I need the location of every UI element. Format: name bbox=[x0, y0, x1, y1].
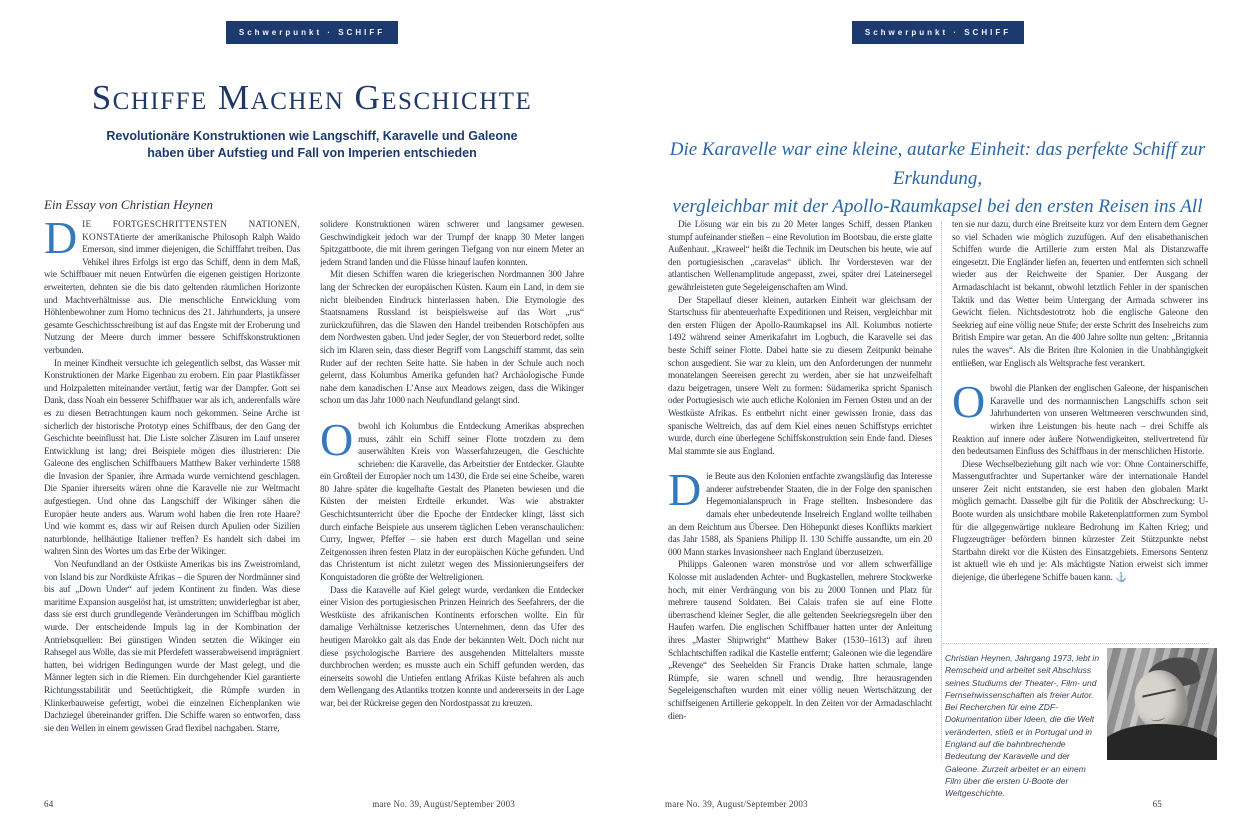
paragraph: Die Lösung war ein bis zu 20 Meter langes Schiff, dessen Planken stumpf aufeinander stießen – eine Revolution im Bootsbau, die erste glatte Außenhaut. „Kraweel“ heißt die Technik im Deutschen bis heute, wie auf den portugiesischen „caravelas“ üblich. Ihr Vordersteven war der atlantischen Wellenamplitude angepasst, zwei, später drei Lateinersegel gewährleisteten gute Segeleigenschaften am Wind. bbox=[668, 219, 932, 292]
subtitle-line-1: Revolutionäre Konstruktionen wie Langschiff, Karavelle und Galeone bbox=[106, 129, 518, 143]
paragraph: Dass die Karavelle auf Kiel gelegt wurde, verdanken die Entdecker einer Vision des portugiesischen Prinzen Heinrich des Seefahrers, der die Westküste des afrikanischen Kontinents erforschen wollte. Ein für damalige Verhältnisse ketzerisches Unternehmen, denn das Ufer des heutigen Marokko galt als das Ende der bekannten Welt. Doch nicht nur diese psychologische Barriere des ausgehenden Mittelalters musste durchbrochen werden; es musste auch ein Schiff gefunden werden, das einerseits sowohl die Untiefen entlang Afrikas Küste befahren als auch dem Wellengang des Atlantiks trotzen konnte und andererseits in der Lage war, bei der Rückreise gegen den Nordostpassat zu kreuzen. bbox=[320, 584, 584, 708]
paragraph-text: tierte der amerikanische Philosoph Ralph Waldo Emerson, sind immer diejenigen, die Schifffahrt treiben. Das Vehikel ihres Erfolgs ist ergo das Schiff, denn in dem Maß, wie Schiffbauer mit neuen Entwürfen die eigenen geistigen Horizonte erweiterten, dehnten sie die bis dato geltenden räumlichen Horizonte und Machtverhältnisse aus. Die menschliche Entwicklung vom Höhlenbewohner zum Homo technicus des 21. Jahrhunderts, ja unsere gesamte Geschichtsschreibung ist auf das Engste mit der Eroberung und Nutzung der Meere durch immer bessere Schiffskonstruktionen verbunden. bbox=[44, 231, 300, 355]
paragraph: Philipps Galeonen waren monströse und vor allem schwerfällige Kolosse mit ausladenden Achter- und Bugkastellen, mehrere Stockwerke hoch, mit einer Verdrängung von bis zu 2000 Tonnen und Platz für mehrere tausend Soldaten. Bei Calais trafen sie auf eine Flotte überraschend kleiner Segler, die alle geltenden Seekriegsregeln über den Haufen warfen. Die englischen Schiffbauer hatten unter der Anleitung ihres „Master Shipwright“ Matthew Baker (1530–1613) auf ihren Schlachtschiffen radikal die Kastelle entfernt; Galeonen wie die legendäre „Revenge“ des Seehelden Sir Francis Drake hatten schmale, lange Rümpfe, sie waren schnell und wendig. Ihre herausragenden Segeleigenschaften wurden mit einer völlig neuen Wertschätzung der schiffseigenen Artillerie gekoppelt. In den Zeiten vor der Armadaschlacht dien- bbox=[668, 559, 932, 721]
paragraph bbox=[44, 218, 300, 357]
paragraph: solidere Konstruktionen wären schwerer und langsamer gewesen. Geschwindigkeit jedoch war der Trumpf der knapp 30 Meter langen Spitzgattboote, die mit ihrem geringen Tiefgang von nur einem Meter an jedem Strand landen und die Flüsse hinauf laufen konnten. bbox=[320, 219, 584, 267]
paragraph: Von Neufundland an der Ostküste Amerikas bis ins Zweistromland, von Island bis zur Nordküste Afrikas – die Spuren der Nordmänner sind bis auf „Down Under“ auf jedem Kontinent zu finden. Was diese maritime Expansion ausgelöst hat, ist umstritten; unwiderlegbar ist aber, dass sie erst durch grundlegende Veränderungen im Schiffbau möglich wurde. Der entscheidende Impuls lag in der Kombination der Antriebsquellen: Bei günstigen Winden setzten die Wikinger ein Rahsegel aus Wolle, das sie mit Pferdefett wasserabweisend imprägniert hatten, bei widrigen Bedingungen wurde der Mast gelegt, und die Männer legten sich in die Riemen. Ein durchgehender Kiel garantierte Richtungsstabilität und Seetüchtigkeit, die Rümpfe wurden in Klinkerbauweise gefertigt, wobei die einzelnen Eichenplanken wie Dachziegel übereinander griffen. Die Schiffe waren so entworfen, dass sie den Wellen in einem gewissen Grad flexibel nachgaben. Starre, bbox=[44, 559, 300, 733]
bio-divider-dotted bbox=[943, 643, 1209, 644]
article-title: Schiffe Machen Geschichte bbox=[91, 78, 533, 117]
paragraph: ten sie nur dazu, durch eine Breitseite kurz vor dem Entern dem Gegner so viel Schaden wie möglich zuzufügen. Auf den elisabethanischen Schiffen wurde die Artillerie zum ersten Mal als Distanzwaffe eingesetzt. Die Engländer liefen an, feuerten und entfernten sich schnell wieder aus der Reichweite der Spanier. Der Ausgang der Armadaschlacht ist bekannt, obwohl letztlich Fehler in der spanischen Taktik und das Wetter beim Untergang der Armada schwerer ins Gewicht fielen. Nichtsdestotrotz hob die englische Galeone den Seekrieg auf eine völlig neue Stufe; der erste Schritt des Inselreichs zum British Empire war getan. An die 400 Jahre sollte nun gelten: „Britannia rules the waves“. Als die Briten ihre Kolonien in die Unabhängigkeit entließen, war Englisch als Weltsprache fest verankert. bbox=[952, 219, 1208, 368]
pull-quote-line-2: vergleichbar mit der Apollo-Raumkapsel bei den ersten Reisen ins All bbox=[672, 196, 1203, 217]
paragraph-text: bwohl die Planken der englischen Galeone, der hispanischen Karavelle und des normannischen Langschiffs schon seit Jahrhunderten von unseren Weltmeeren verschwunden sind, wirken ihre Leistungen bis heute nach – drei Schiffe als Reaktion auf innere oder äußere Notwendigkeiten, stellvertretend für den bedeutsamen Einfluss des Schiffbaus in der menschlichen Historie. bbox=[952, 383, 1208, 457]
pull-quote bbox=[665, 136, 1210, 222]
section-banner-label: Schwerpunkt · SCHIFF bbox=[238, 28, 386, 37]
paragraph-text: bwohl ich Kolumbus die Entdeckung Amerikas absprechen muss, zählt ein Schiff seiner Flotte trotzdem zu dem auserwählten Kreis von Wasserfahrzeugen, die Geschichte schrieben: die Karavelle, das Arbeitstier der Entdecker. Glaubte ein Großteil der Europäer noch um 1430, die Erde sei eine Scheibe, waren 80 Jahre später die kugelhafte Gestalt des Planeten bewiesen und die Küsten der meisten Erdteile erkundet. Was wie abstrakter Geschichtsunterricht über die Epoche der Entdecker klingt, lässt sich durch einfache Beispiele aus unserem täglichen Leben veranschaulichen: Curry, Ingwer, Pfeffer – sie haben erst durch Magellan und seine Zeitgenossen ihren festen Platz in der europäischen Küche gefunden. Und das Christentum ist nicht zuletzt wegen des Missionierungseifers der Konquistadoren die größte der Weltreligionen. bbox=[320, 420, 584, 583]
text-column-1 bbox=[44, 218, 300, 793]
dropcap-letter: O bbox=[320, 413, 354, 465]
pull-quote-line-1: Die Karavelle war eine kleine, autarke Einheit: das perfekte Schiff zur Erkundung, bbox=[669, 139, 1206, 189]
paragraph bbox=[952, 458, 1208, 584]
text-column-2 bbox=[320, 218, 584, 793]
article-subtitle bbox=[22, 128, 602, 162]
paragraph bbox=[952, 376, 1208, 458]
author-photo bbox=[1107, 648, 1217, 760]
column-divider-dotted bbox=[941, 222, 942, 762]
paragraph: Der Stapellauf dieser kleinen, autarken Einheit war gleichsam der Startschuss für abenteuerhafte Expeditionen und Reisen, vergleichbar mit den ersten Flügen der Apollo-Raumkapsel ins All. Kolumbus notierte 1492 während seiner Amerikafahrt im Logbuch, die Karavelle sei das beste Schiff seiner Flotte. Dabei hatte sie zu diesem Zeitpunkt beinahe schon ausgedient. Sie war zu klein, um den Anforderungen der nunmehr monatelangen Seereisen gerecht zu werden, aber sie hat unzweifelhaft dazu beigetragen, unsere Welt zu formen: Südamerika spricht Spanisch oder Portugiesisch wie auch etliche Kolonien im Fernen Osten und an der Westküste Afrikas. Es entbehrt nicht einer gewissen Ironie, dass das spanische Weltreich, das auf dem Kiel eines neuen Schiffstyps errichtet wurde, durch eine überlegene Schiffskonstruktion sein Ende fand. Dieses Mal stammte sie aus England. bbox=[668, 294, 932, 456]
section-banner-right bbox=[852, 21, 1024, 44]
footer-issue-right: mare No. 39, August/September 2003 bbox=[665, 799, 808, 809]
lead-caps: IE FORTGESCHRITTENSTEN NATIONEN, KONSTA bbox=[82, 219, 300, 242]
paragraph bbox=[320, 413, 584, 584]
section-banner-left bbox=[226, 21, 398, 44]
page-number-left: 64 bbox=[44, 799, 54, 809]
subtitle-line-2: haben über Aufstieg und Fall von Imperien entschieden bbox=[147, 146, 477, 160]
dropcap-letter: O bbox=[952, 376, 986, 428]
text-column-4 bbox=[952, 218, 1208, 642]
paragraph-text: Diese Wechselbeziehung gilt nach wie vor: Ohne Containerschiffe, Massengutfrachter und Supertanker wäre der internationale Handel unserer Zeit nicht entstanden, sie erst haben den globalen Markt möglich gemacht. Dasselbe gilt für die Politik der Abschreckung: U-Boote wurden als unsichtbare mobile Raketenplattformen zum Symbol für die allgegenwärtige nukleare Bedrohung im Kalten Krieg; und Flugzeugträger befördern binnen kürzester Zeit Stützpunkte nebst Startbahn direkt vor die Küsten des Einsatzgebiets. Emersons Sentenz ist aktuell wie eh und je: Als mächtigste Nation erweist sich immer diejenige, die überlegene Schiffe bauen kann. bbox=[952, 458, 1208, 583]
dropcap-letter: D bbox=[44, 218, 78, 263]
page-number-right: 65 bbox=[1152, 799, 1162, 809]
end-of-article-icon: ⚓ bbox=[1115, 572, 1127, 583]
paragraph: Mit diesen Schiffen waren die kriegerischen Nordmannen 300 Jahre lang der Schrecken der europäischen Küsten. Kaum ein Land, in dem sie nicht bleibenden Eindruck hinterlassen haben. Die Etymologie des Staatsnamens Russland ist beispielsweise auf das Wort „rus“ zurückzuführen, das die Slawen den Handel treibenden Rotschöpfen aus dem Nordwesten gaben. Und jeder Segler, der von Steuerbord redet, sollte sich im Klaren sein, dass dieser Begriff vom Langschiff stammt, das sein Ruder auf der rechten Seite hatte. Sie haben in der Schule auch noch gelernt, dass Kolumbus Amerika gefunden hat? Archäologische Funde nahe dem kanadischen L’Anse aux Meadows zeigen, dass die Wikinger schon um das Jahr 1000 nach Neufundland gelangt sind. bbox=[320, 269, 584, 406]
author-bio: Christian Heynen, Jahrgang 1973, lebt in Remscheid und arbeitet seit Abschluss seines Studiums der Theater-, Film- und Fernsehwissenschaften als freier Autor. Bei Recherchen für eine ZDF-Dokumentation über Ideen, die die Welt veränderten, stieß er in Portugal und in England auf die bahnbrechende Bedeutung der Karavelle und der Galeone. Zurzeit arbeitet er an einem Film über die ersten U-Boote der Weltgeschichte. bbox=[945, 653, 1100, 799]
paragraph-text: ie Beute aus den Kolonien entfachte zwangsläufig das Interesse anderer aufstrebender Staaten, die in der Folge den spanischen Hegemonialanspruch in Frage stellten. Insbesondere das damals eher unbedeutende Inselreich England wollte teilhaben an dem Reichtum aus Übersee. Den Höhepunkt dieses Konflikts markiert das Jahr 1588, als Spaniens Philipp II. 130 Schiffe aussandte, um ein 20 000 Mann starkes Invasionsheer nach England überzusetzen. bbox=[668, 471, 932, 557]
text-column-3 bbox=[668, 218, 932, 793]
section-banner-label: Schwerpunkt · SCHIFF bbox=[864, 28, 1012, 37]
footer-issue-left: mare No. 39, August/September 2003 bbox=[372, 799, 515, 809]
byline: Ein Essay von Christian Heynen bbox=[44, 197, 213, 212]
paragraph: In meiner Kindheit versuchte ich gelegentlich selbst, das Wasser mit Konstruktionen der Marke Eigenbau zu erobern. Ein paar Plastikfässer und Holzpaletten miteinander vertäut, fertig war der Dampfer. Gott sei Dank, dass Noah ein besserer Schiffbauer war als ich, anderenfalls wäre es zu diesen Betrachtungen kaum noch gekommen. Seine Arche ist sicherlich der historische Prototyp eines Schiffbaus, der den Gang der Geschichte beeinflusst hat. Die Liste solcher Zäsuren im Lauf unserer Entwicklung ist lang; drei Beispiele mögen dies illustrieren: Die Galeone des englischen Schiffbauers Matthew Baker verhinderte 1588 die Invasion der Spanier, ihre Armada wurde vernichtend geschlagen. Die Spanier ihrerseits wären ohne die Karavelle nie zur Weltmacht aufgestiegen. Und ohne das Langschiff der Wikinger sähen die Europäer heute anders aus. Warum wohl haben die Iren rote Haare? Und wie kommt es, dass wir auf Reisen durch Apulien oder Sizilien naturblonde, hellhäutige Italiener treffen? Es handelt sich dabei im wahren Sinn des Wortes um das Erbe der Wikinger. bbox=[44, 357, 300, 557]
dropcap-letter: D bbox=[668, 464, 702, 516]
page-right bbox=[625, 0, 1250, 833]
paragraph bbox=[668, 464, 932, 558]
